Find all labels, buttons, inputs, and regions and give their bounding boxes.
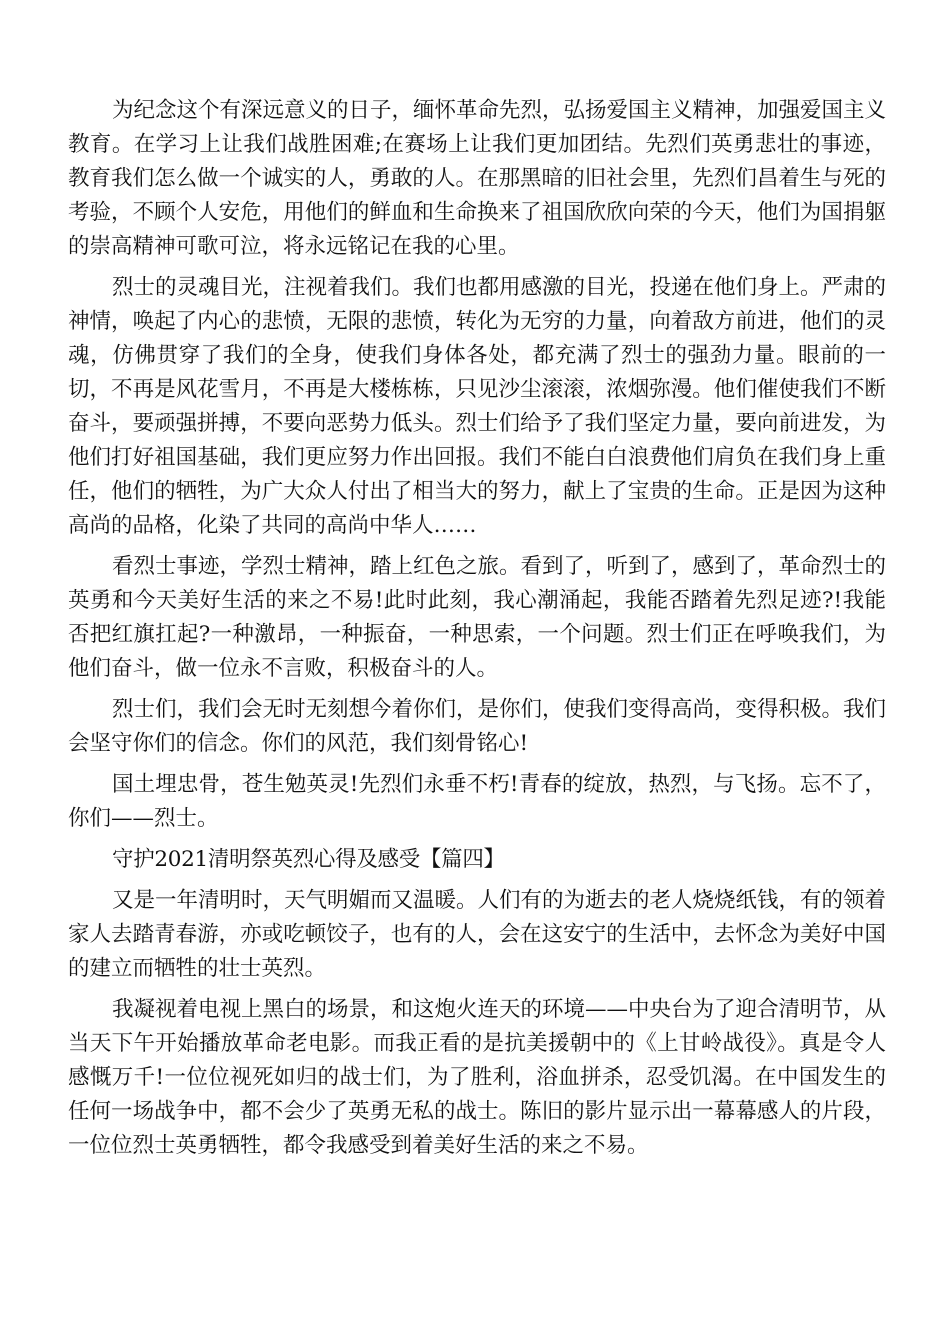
section-heading: 守护2021清明祭英烈心得及感受【篇四】	[112, 847, 505, 872]
paragraph: 我凝视着电视上黑白的场景，和这炮火连天的环境——中央台为了迎合清明节，从当天下午开始播放革命老电影。而我正看的是抗美援朝中的《上甘岭战役》。真是令人感慨万千!一位位视死如归的战士们，为了胜利，浴血拼杀，忍受饥渴。在中国发生的任何一场战争中，都不会少了英勇无私的战士。陈旧的影片显示出一幕幕感人的片段，一位位烈士英勇牺牲，都令我感受到着美好生活的来之不易。	[68, 997, 887, 1158]
document-page	[68, 94, 886, 1170]
paragraph: 烈士们，我们会无时无刻想今着你们，是你们，使我们变得高尚，变得积极。我们会坚守你们的信念。你们的风范，我们刻骨铭心!	[68, 697, 887, 756]
paragraph: 看烈士事迹，学烈士精神，踏上红色之旅。看到了，听到了，感到了，革命烈士的英勇和今天美好生活的来之不易!此时此刻，我心潮涌起，我能否踏着先烈足迹?!我能否把红旗扛起?一种激昂，一种振奋，一种思索，一个问题。烈士们正在呼唤我们，为他们奋斗，做一位永不言败，积极奋斗的人。	[68, 554, 887, 681]
paragraph: 国土埋忠骨，苍生勉英灵!先烈们永垂不朽!青春的绽放，热烈，与飞扬。忘不了，你们——烈士。	[68, 772, 886, 831]
paragraph: 又是一年清明时，天气明媚而又温暖。人们有的为逝去的老人烧烧纸钱，有的领着家人去踏青春游，亦或吃顿饺子，也有的人，会在这安宁的生活中，去怀念为美好中国的建立而牺牲的壮士英烈。	[68, 888, 887, 981]
paragraph: 烈士的灵魂目光，注视着我们。我们也都用感激的目光，投递在他们身上。严肃的神情，唤起了内心的悲愤，无限的悲愤，转化为无穷的力量，向着敌方前进，他们的灵魂，仿佛贯穿了我们的全身，使我们身体各处，都充满了烈士的强劲力量。眼前的一切，不再是风花雪月，不再是大楼栋栋，只见沙尘滚滚，浓烟弥漫。他们催使我们不断奋斗，要顽强拼搏，不要向恶势力低头。烈士们给予了我们坚定力量，要向前进发，为他们打好祖国基础，我们更应努力作出回报。我们不能白白浪费他们肩负在我们身上重任，他们的牺牲，为广大众人付出了相当大的努力，献上了宝贵的生命。正是因为这种高尚的品格，化染了共同的高尚中华人……	[68, 275, 887, 538]
paragraph: 为纪念这个有深远意义的日子，缅怀革命先烈，弘扬爱国主义精神，加强爱国主义教育。在学习上让我们战胜困难;在赛场上让我们更加团结。先烈们英勇悲壮的事迹，教育我们怎么做一个诚实的人，勇敢的人。在那黑暗的旧社会里，先烈们昌着生与死的考验，不顾个人安危，用他们的鲜血和生命换来了祖国欣欣向荣的今天，他们为国捐躯的崇高精神可歌可泣，将永远铭记在我的心里。	[68, 98, 887, 259]
